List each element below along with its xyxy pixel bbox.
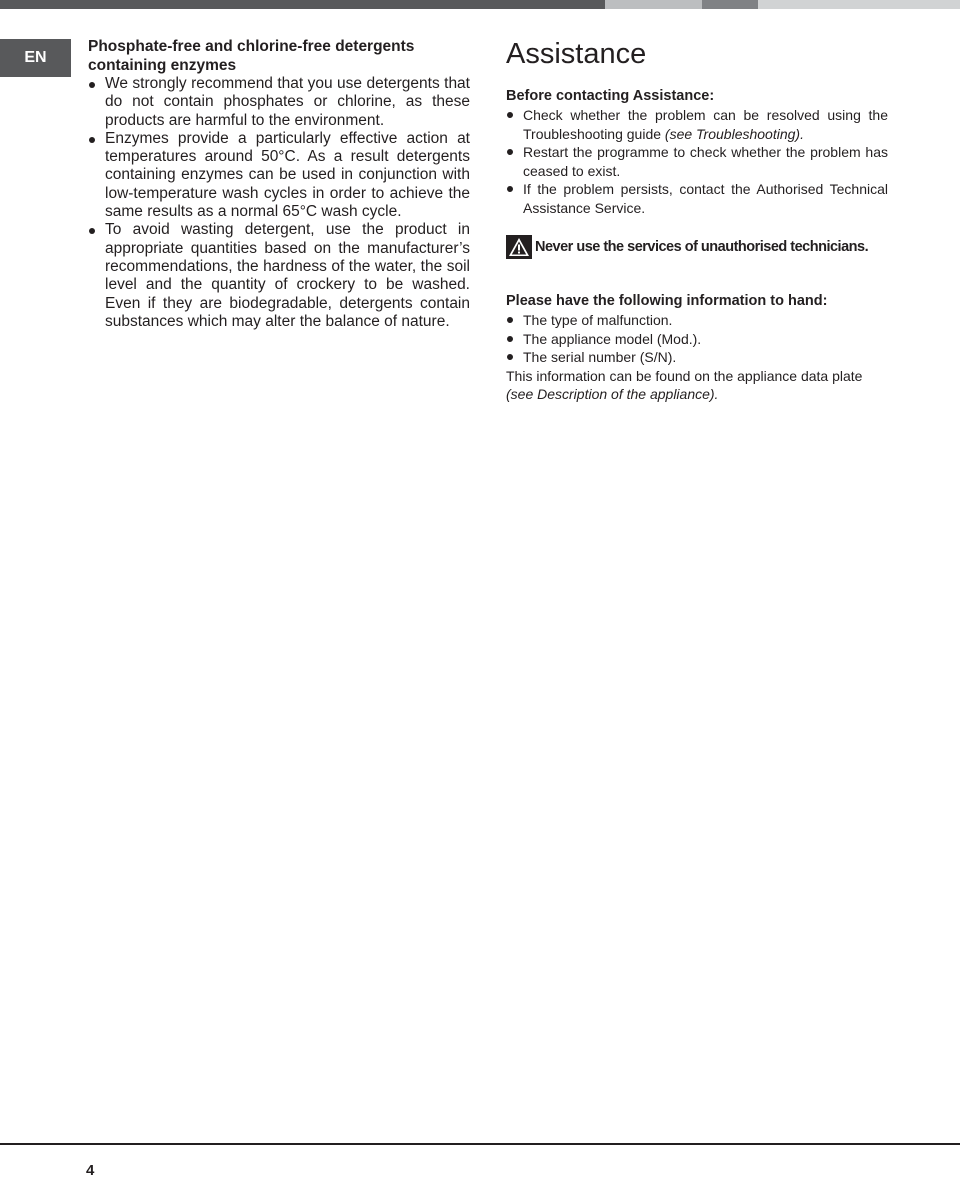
top-bar-light-segment (605, 0, 702, 9)
detergents-heading: Phosphate-free and chlorine-free detergents containing enzymes (88, 38, 415, 74)
warning-notice (506, 235, 888, 259)
top-bar-mid-segment (702, 0, 758, 9)
list-item (506, 106, 888, 143)
detergents-list (88, 75, 470, 331)
right-column (506, 37, 888, 404)
top-bar-lighter-segment (758, 0, 960, 9)
left-column (88, 37, 470, 331)
top-bar-dark-segment (0, 0, 605, 9)
footer-divider (0, 1143, 960, 1145)
page-number: 4 (86, 1162, 95, 1179)
description-reference: (see Description of the appliance). (506, 386, 719, 402)
list-item: The appliance model (Mod.). (506, 330, 888, 349)
assistance-title: Assistance (506, 38, 647, 70)
before-contacting-list (506, 106, 888, 217)
info-note: This information can be found on the appliance data plate (506, 367, 863, 384)
top-color-bar (0, 0, 960, 9)
warning-text: Never use the services of unauthorised technicians. (535, 238, 869, 255)
list-item: We strongly recommend that you use detergents that do not contain phosphates or chlorine, as these products are harmful to the environment. (88, 75, 470, 130)
language-tab: EN (0, 39, 71, 77)
list-item: To avoid wasting detergent, use the product in appropriate quantities based on the manufacturer’s recommendations, the hardness of the water, the soil level and the quantity of crockery to be washed. Even if they are biodegradable, detergents contain substances which may alter the balance of nature. (88, 221, 470, 331)
list-item: The type of malfunction. (506, 311, 888, 330)
list-item: If the problem persists, contact the Authorised Technical Assistance Service. (506, 180, 888, 217)
list-item: Restart the programme to check whether the problem has ceased to exist. (506, 143, 888, 180)
info-heading: Please have the following information to hand: (506, 293, 828, 309)
info-list (506, 311, 888, 367)
list-item-text: Check whether the problem can be resolved using the Troubleshooting guide (523, 107, 888, 142)
list-item: Enzymes provide a particularly effective action at temperatures around 50°C. As a result detergents containing enzymes can be used in conjunction with low-temperature wash cycles in order to achieve the same results as a normal 65°C wash cycle. (88, 130, 470, 221)
warning-icon (506, 235, 532, 259)
info-section (506, 292, 888, 404)
list-item: The serial number (S/N). (506, 348, 888, 367)
troubleshooting-reference: (see Troubleshooting). (664, 125, 804, 142)
before-contacting-heading: Before contacting Assistance: (506, 88, 715, 104)
